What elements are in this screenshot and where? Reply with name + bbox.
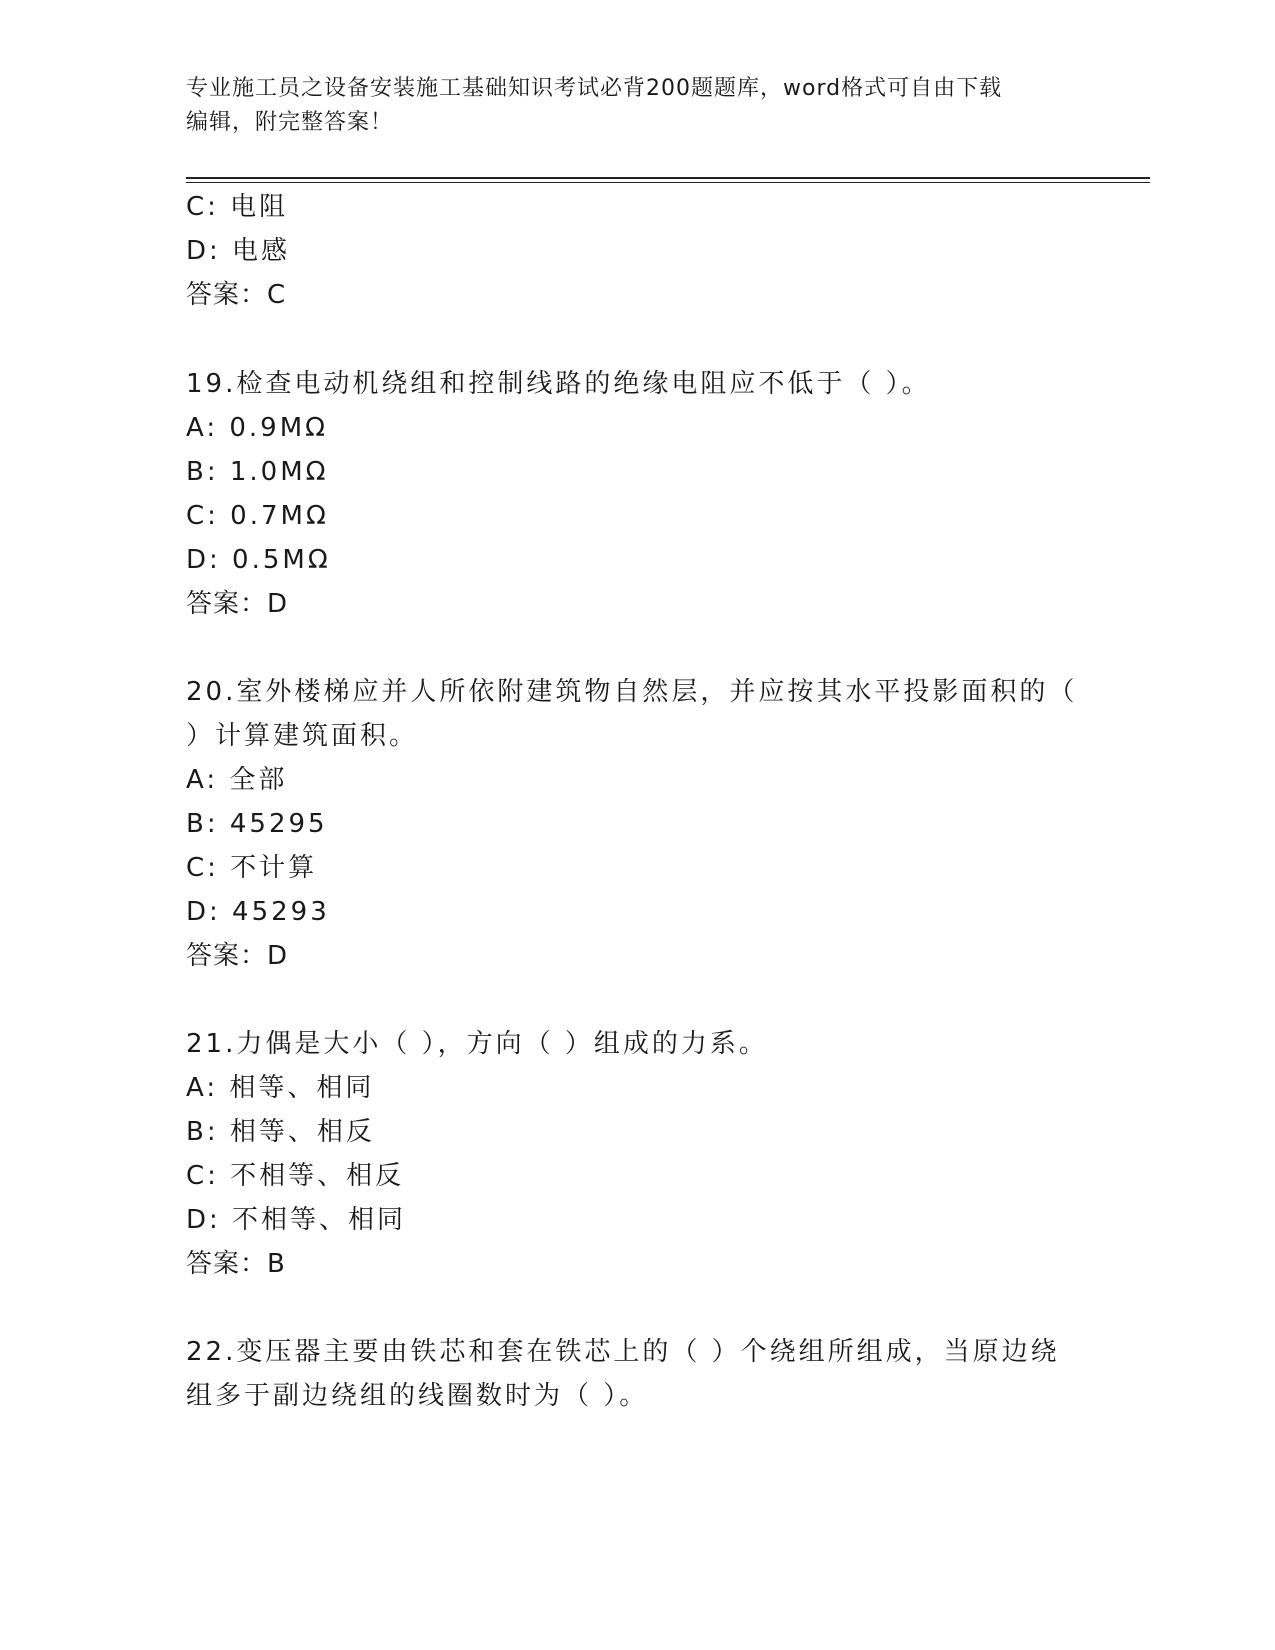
q21-option-d: D: 不相等、相同 [186,1205,407,1235]
q21-stem: 21.力偶是大小（ ），方向（ ）组成的力系。 [186,1029,768,1059]
q21-option-b: B: 相等、相反 [186,1117,375,1147]
prev-option-d: D: 电感 [186,236,291,266]
header-title-line-1: 专业施工员之设备安装施工基础知识考试必背200题题库，word格式可自由下载 [186,76,1003,101]
q21-option-c: C: 不相等、相反 [186,1161,405,1191]
q20-stem-line-1: 20.室外楼梯应并人所依附建筑物自然层，并应按其水平投影面积的（ [186,677,1078,707]
q19-option-c: C: 0.7MΩ [186,501,329,531]
q19-option-a: A: 0.9MΩ [186,413,329,443]
q19-answer: 答案：D [186,589,289,619]
q20-stem-line-2: ）计算建筑面积。 [186,721,419,751]
prev-answer: 答案：C [186,280,287,310]
q20-option-b: B: 45295 [186,809,328,839]
q19-option-d: D: 0.5MΩ [186,545,331,575]
q21-option-a: A: 相等、相同 [186,1073,375,1103]
prev-option-c: C: 电阻 [186,192,289,222]
q20-option-a: A: 全部 [186,765,288,795]
q21-answer: 答案：B [186,1249,286,1279]
q22-stem-line-1: 22.变压器主要由铁芯和套在铁芯上的（ ）个绕组所组成，当原边绕 [186,1337,1060,1367]
q20-option-c: C: 不计算 [186,853,318,883]
document-header [186,72,1086,140]
q22-stem-line-2: 组多于副边绕组的线圈数时为（ ）。 [186,1381,649,1411]
header-divider-thick [186,177,1150,179]
q20-answer: 答案：D [186,941,289,971]
q19-stem: 19.检查电动机绕组和控制线路的绝缘电阻应不低于（ ）。 [186,369,931,399]
header-divider-thin [186,182,1150,183]
header-title-line-2: 编辑，附完整答案！ [186,110,394,135]
q19-option-b: B: 1.0MΩ [186,457,329,487]
q20-option-d: D: 45293 [186,897,330,927]
